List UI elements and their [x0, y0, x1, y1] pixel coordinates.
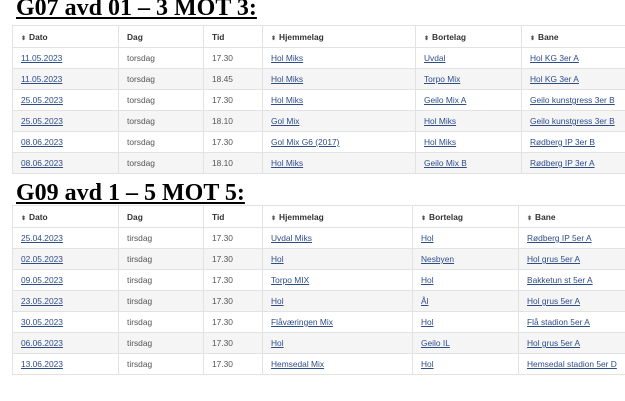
cell-dag: [119, 90, 204, 111]
cell-bortelag: [413, 333, 519, 354]
bane-link[interactable]: Hol grus 5er A: [527, 338, 581, 348]
cell-tid: [204, 69, 263, 90]
cell-bane: [522, 111, 625, 132]
cell-bane: [519, 312, 625, 333]
cell-dato: [13, 354, 119, 375]
tid-text: 18.45: [212, 74, 233, 84]
sort-arrows-icon: ⬍: [271, 35, 277, 42]
match-table: [12, 205, 625, 375]
sort-arrows-icon: ⬍: [530, 35, 536, 42]
column-header-label: Hjemmelag: [279, 31, 324, 42]
cell-hjemmelag: [263, 270, 413, 291]
column-header-label: Bortelag: [432, 31, 467, 42]
tid-text: 18.10: [212, 158, 233, 168]
hjemmelag-link[interactable]: Hol Miks: [271, 74, 304, 84]
bane-link[interactable]: Hemsedal stadion 5er D: [527, 359, 617, 369]
table-row: [13, 312, 625, 333]
table-row: [13, 354, 625, 375]
cell-tid: [204, 270, 263, 291]
dato-link[interactable]: 06.06.2023: [21, 338, 63, 348]
cell-bane: [522, 153, 625, 174]
cell-bortelag: [416, 111, 522, 132]
cell-tid: [204, 354, 263, 375]
dato-link[interactable]: 30.05.2023: [21, 317, 63, 327]
column-header-label: Dag: [127, 31, 143, 42]
cell-bortelag: [413, 228, 519, 249]
bane-link[interactable]: Hol KG 3er A: [530, 74, 579, 84]
hjemmelag-link[interactable]: Hol: [271, 296, 284, 306]
cell-tid: [204, 312, 263, 333]
table-row: [13, 291, 625, 312]
cell-hjemmelag: [263, 69, 416, 90]
dato-link[interactable]: 25.05.2023: [21, 95, 63, 105]
tid-text: 17.30: [212, 359, 233, 369]
column-header-label: Dato: [29, 31, 48, 42]
dag-text: torsdag: [127, 74, 155, 84]
cell-dag: [119, 312, 204, 333]
dato-link[interactable]: 25.05.2023: [21, 116, 63, 126]
bortelag-link[interactable]: Ål: [421, 296, 429, 306]
cell-bortelag: [416, 132, 522, 153]
bortelag-link[interactable]: Geilo Mix B: [424, 158, 467, 168]
table-row: [13, 111, 625, 132]
cell-dato: [13, 270, 119, 291]
bane-link[interactable]: Geilo kunstgress 3er B: [530, 116, 615, 126]
bane-link[interactable]: Rødberg IP 5er A: [527, 233, 592, 243]
table-header-row: [13, 26, 625, 48]
cell-bane: [519, 291, 625, 312]
hjemmelag-link[interactable]: Uvdal Miks: [271, 233, 312, 243]
cell-dag: [119, 228, 204, 249]
sort-arrows-icon: ⬍: [527, 215, 533, 222]
cell-bane: [522, 48, 625, 69]
sort-arrows-icon: ⬍: [21, 215, 27, 222]
bane-link[interactable]: Flå stadion 5er A: [527, 317, 590, 327]
cell-tid: [204, 153, 263, 174]
bortelag-link[interactable]: Geilo IL: [421, 338, 450, 348]
hjemmelag-link[interactable]: Hol: [271, 254, 284, 264]
cell-bane: [519, 354, 625, 375]
column-header-label: Tid: [212, 211, 225, 222]
column-header-hjemmelag[interactable]: [263, 26, 416, 48]
cell-dag: [119, 249, 204, 270]
cell-dato: [13, 333, 119, 354]
tid-text: 17.30: [212, 317, 233, 327]
bortelag-link[interactable]: Hol: [421, 359, 434, 369]
tid-text: 17.30: [212, 338, 233, 348]
cell-hjemmelag: [263, 249, 413, 270]
cell-dag: [119, 291, 204, 312]
hjemmelag-link[interactable]: Hol Miks: [271, 53, 304, 63]
table-row: [13, 48, 625, 69]
dato-link[interactable]: 08.06.2023: [21, 158, 63, 168]
dato-link[interactable]: 02.05.2023: [21, 254, 63, 264]
cell-dato: [13, 132, 119, 153]
cell-hjemmelag: [263, 354, 413, 375]
dag-text: torsdag: [127, 95, 155, 105]
bortelag-link[interactable]: Torpo Mix: [424, 74, 461, 84]
sort-arrows-icon: ⬍: [421, 215, 427, 222]
cell-hjemmelag: [263, 333, 413, 354]
dag-text: tirsdag: [127, 359, 153, 369]
hjemmelag-link[interactable]: Hemsedal Mix: [271, 359, 325, 369]
column-header-dag: [119, 206, 204, 228]
table-row: [13, 153, 625, 174]
bortelag-link[interactable]: Hol Miks: [424, 116, 457, 126]
dag-text: tirsdag: [127, 338, 153, 348]
hjemmelag-link[interactable]: Gol Mix G6 (2017): [271, 137, 340, 147]
cell-dato: [13, 228, 119, 249]
hjemmelag-link[interactable]: Hol Miks: [271, 158, 304, 168]
cell-tid: [204, 249, 263, 270]
table-row: [13, 228, 625, 249]
tid-text: 17.30: [212, 296, 233, 306]
column-header-bortelag[interactable]: [416, 26, 522, 48]
column-header-label: Bortelag: [429, 211, 464, 222]
cell-dag: [119, 132, 204, 153]
sort-arrows-icon: ⬍: [21, 35, 27, 42]
dato-link[interactable]: 25.04.2023: [21, 233, 63, 243]
column-header-label: Bane: [535, 211, 556, 222]
cell-dato: [13, 48, 119, 69]
section-title: G07 avd 01 – 3 MOT 3:: [16, 0, 257, 21]
dato-link[interactable]: 09.05.2023: [21, 275, 63, 285]
column-header-bortelag[interactable]: [413, 206, 519, 228]
sort-arrows-icon: ⬍: [424, 35, 430, 42]
table-row: [13, 333, 625, 354]
cell-tid: [204, 111, 263, 132]
tid-text: 17.30: [212, 254, 233, 264]
dag-text: torsdag: [127, 116, 155, 126]
hjemmelag-link[interactable]: Hol: [271, 338, 284, 348]
cell-bane: [519, 249, 625, 270]
cell-tid: [204, 333, 263, 354]
sort-arrows-icon: ⬍: [271, 215, 277, 222]
cell-hjemmelag: [263, 111, 416, 132]
tid-text: 17.30: [212, 275, 233, 285]
cell-bortelag: [413, 354, 519, 375]
dag-text: tirsdag: [127, 275, 153, 285]
cell-dag: [119, 111, 204, 132]
dag-text: tirsdag: [127, 317, 153, 327]
bane-link[interactable]: Rødberg IP 3er B: [530, 137, 596, 147]
cell-dato: [13, 90, 119, 111]
cell-tid: [204, 228, 263, 249]
cell-bortelag: [413, 291, 519, 312]
bortelag-link[interactable]: Hol: [421, 275, 434, 285]
tid-text: 17.30: [212, 233, 233, 243]
column-header-dato[interactable]: [13, 26, 119, 48]
dag-text: tirsdag: [127, 233, 153, 243]
bortelag-link[interactable]: Hol Miks: [424, 137, 457, 147]
section-title: G09 avd 1 – 5 MOT 5:: [16, 180, 245, 206]
cell-bane: [519, 228, 625, 249]
dag-text: torsdag: [127, 137, 155, 147]
cell-dag: [119, 69, 204, 90]
cell-hjemmelag: [263, 291, 413, 312]
column-header-label: Hjemmelag: [279, 211, 324, 222]
bane-link[interactable]: Rødberg IP 3er A: [530, 158, 595, 168]
hjemmelag-link[interactable]: Flåværingen Mix: [271, 317, 333, 327]
bane-link[interactable]: Hol grus 5er A: [527, 296, 581, 306]
cell-bane: [522, 132, 625, 153]
table-row: [13, 69, 625, 90]
table-row: [13, 270, 625, 291]
column-header-dag: [119, 26, 204, 48]
cell-hjemmelag: [263, 153, 416, 174]
cell-bortelag: [413, 312, 519, 333]
column-header-label: Bane: [538, 31, 559, 42]
bortelag-link[interactable]: Geilo Mix A: [424, 95, 467, 105]
cell-bortelag: [416, 69, 522, 90]
bane-link[interactable]: Geilo kunstgress 3er B: [530, 95, 615, 105]
table-row: [13, 132, 625, 153]
tid-text: 18.10: [212, 116, 233, 126]
table-header-row: [13, 206, 625, 228]
bane-link[interactable]: Hol KG 3er A: [530, 53, 579, 63]
hjemmelag-link[interactable]: Hol Miks: [271, 95, 304, 105]
cell-hjemmelag: [263, 132, 416, 153]
column-header-bane[interactable]: [519, 206, 625, 228]
cell-bortelag: [416, 48, 522, 69]
dag-text: tirsdag: [127, 296, 153, 306]
cell-dag: [119, 354, 204, 375]
cell-dag: [119, 48, 204, 69]
cell-dato: [13, 69, 119, 90]
table-row: [13, 249, 625, 270]
bortelag-link[interactable]: Nesbyen: [421, 254, 455, 264]
cell-bortelag: [416, 153, 522, 174]
cell-tid: [204, 291, 263, 312]
cell-tid: [204, 90, 263, 111]
hjemmelag-link[interactable]: Gol Mix: [271, 116, 300, 126]
dag-text: tirsdag: [127, 254, 153, 264]
column-header-tid: [204, 206, 263, 228]
cell-bane: [519, 270, 625, 291]
dato-link[interactable]: 13.06.2023: [21, 359, 63, 369]
match-table: [12, 25, 625, 174]
column-header-dato[interactable]: [13, 206, 119, 228]
cell-bortelag: [413, 249, 519, 270]
cell-bortelag: [413, 270, 519, 291]
cell-dato: [13, 312, 119, 333]
column-header-bane[interactable]: [522, 26, 625, 48]
tid-text: 17.30: [212, 53, 233, 63]
dato-link[interactable]: 11.05.2023: [21, 74, 63, 84]
column-header-label: Dag: [127, 211, 143, 222]
cell-tid: [204, 48, 263, 69]
cell-dato: [13, 249, 119, 270]
cell-dag: [119, 333, 204, 354]
cell-bane: [522, 90, 625, 111]
column-header-tid: [204, 26, 263, 48]
dato-link[interactable]: 23.05.2023: [21, 296, 63, 306]
cell-dag: [119, 270, 204, 291]
bane-link[interactable]: Bakketun st 5er A: [527, 275, 593, 285]
bortelag-link[interactable]: Hol: [421, 317, 434, 327]
cell-tid: [204, 132, 263, 153]
cell-bane: [522, 69, 625, 90]
column-header-hjemmelag[interactable]: [263, 206, 413, 228]
cell-dag: [119, 153, 204, 174]
column-header-label: Dato: [29, 211, 48, 222]
dato-link[interactable]: 08.06.2023: [21, 137, 63, 147]
dag-text: torsdag: [127, 53, 155, 63]
dag-text: torsdag: [127, 158, 155, 168]
cell-hjemmelag: [263, 228, 413, 249]
column-header-label: Tid: [212, 31, 225, 42]
cell-dato: [13, 291, 119, 312]
cell-hjemmelag: [263, 48, 416, 69]
bortelag-link[interactable]: Hol: [421, 233, 434, 243]
cell-bane: [519, 333, 625, 354]
bane-link[interactable]: Hol grus 5er A: [527, 254, 581, 264]
cell-hjemmelag: [263, 312, 413, 333]
cell-dato: [13, 111, 119, 132]
bortelag-link[interactable]: Uvdal: [424, 53, 446, 63]
cell-dato: [13, 153, 119, 174]
hjemmelag-link[interactable]: Torpo MIX: [271, 275, 310, 285]
tid-text: 17.30: [212, 95, 233, 105]
tid-text: 17.30: [212, 137, 233, 147]
cell-bortelag: [416, 90, 522, 111]
dato-link[interactable]: 11.05.2023: [21, 53, 63, 63]
cell-hjemmelag: [263, 90, 416, 111]
table-row: [13, 90, 625, 111]
